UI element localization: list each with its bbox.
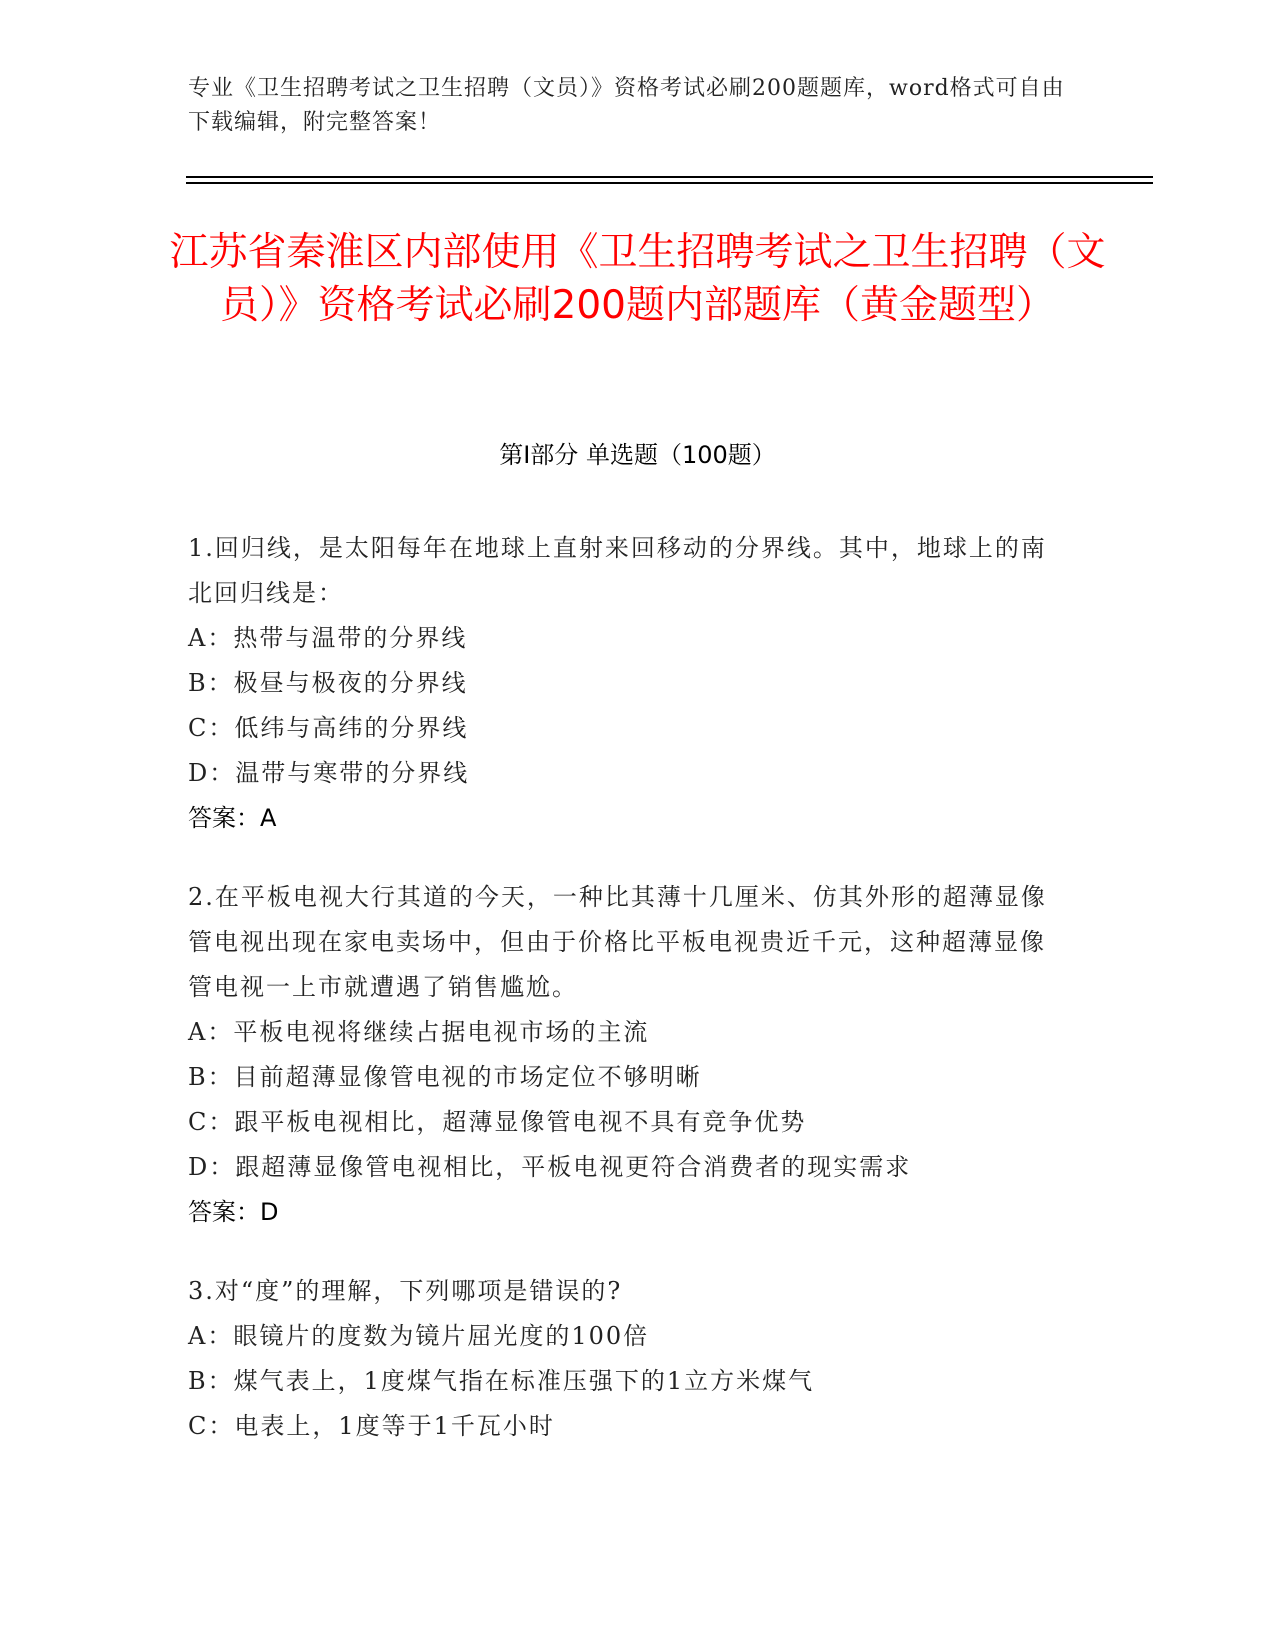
question-3 — [188, 1269, 1068, 1449]
option-c: C：低纬与高纬的分界线 — [188, 714, 469, 742]
question-text: 3.对“度”的理解，下列哪项是错误的? — [188, 1277, 623, 1305]
answer: 答案：D — [188, 1198, 279, 1226]
option-d: D：跟超薄显像管电视相比，平板电视更符合消费者的现实需求 — [188, 1153, 912, 1181]
question-list — [188, 526, 1068, 1483]
option-b: B：目前超薄显像管电视的市场定位不够明晰 — [188, 1063, 702, 1091]
document-title: 江苏省秦淮区内部使用《卫生招聘考试之卫生招聘（文员）》资格考试必刷200题内部题库（黄金题型） — [169, 230, 1106, 328]
section-heading: 第I部分 单选题（100题） — [499, 441, 776, 469]
option-a: A：平板电视将继续占据电视市场的主流 — [188, 1018, 650, 1046]
question-text: 1.回归线，是太阳每年在地球上直射来回移动的分界线。其中，地球上的南北回归线是： — [188, 534, 1047, 607]
question-text: 2.在平板电视大行其道的今天，一种比其薄十几厘米、仿其外形的超薄显像管电视出现在家电卖场中，但由于价格比平板电视贵近千元，这种超薄显像管电视一上市就遭遇了销售尴尬。 — [188, 883, 1047, 1001]
question-2 — [188, 875, 1068, 1235]
header-rule-bottom — [186, 182, 1153, 184]
option-a: A：热带与温带的分界线 — [188, 624, 468, 652]
option-a: A：眼镜片的度数为镜片屈光度的100倍 — [188, 1322, 650, 1350]
answer: 答案：A — [188, 804, 277, 832]
option-b: B：煤气表上，1度煤气指在标准压强下的1立方米煤气 — [188, 1367, 815, 1395]
option-d: D：温带与寒带的分界线 — [188, 759, 470, 787]
header-note: 专业《卫生招聘考试之卫生招聘（文员）》资格考试必刷200题题库，word格式可自由下载编辑，附完整答案！ — [188, 76, 1065, 135]
question-1 — [188, 526, 1068, 841]
option-c: C：跟平板电视相比，超薄显像管电视不具有竞争优势 — [188, 1108, 807, 1136]
option-b: B：极昼与极夜的分界线 — [188, 669, 468, 697]
header-rule-top — [186, 176, 1153, 178]
option-c: C：电表上，1度等于1千瓦小时 — [188, 1412, 555, 1440]
